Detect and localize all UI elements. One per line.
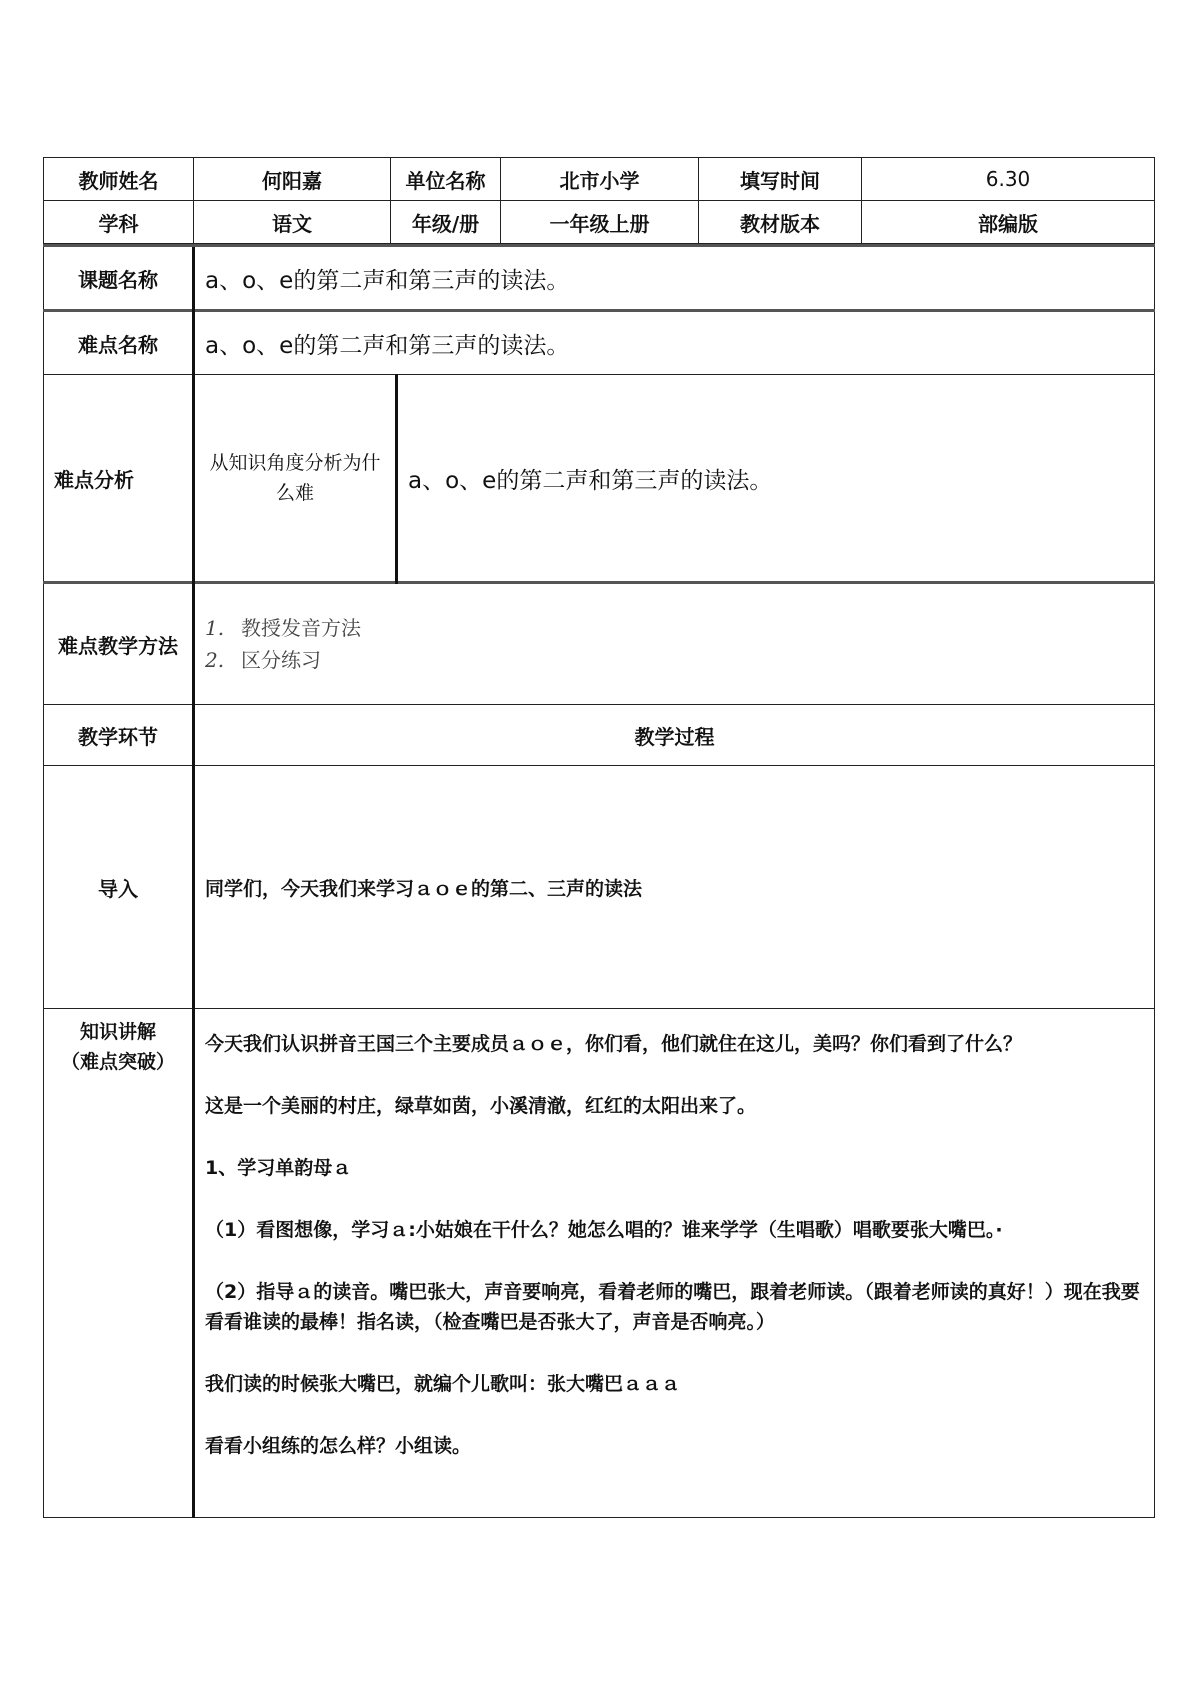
intro-text: 同学们，今天我们来学习ａｏｅ的第二、三声的读法 [194,766,1155,1009]
topic-row [44,246,1155,311]
method-list [195,612,1154,676]
analysis-sub-label: 从知识角度分析为什么难 [209,452,381,504]
list-item [205,612,1154,644]
method-row [44,583,1155,705]
knowledge-content [194,1009,1155,1518]
teacher-name-value: 何阳嘉 [194,158,391,201]
subject-value: 语文 [194,201,391,244]
process-label: 教学过程 [194,705,1155,766]
header-row-1 [44,158,1155,201]
topic-value: a、o、e的第二声和第三声的读法。 [194,246,1155,311]
lesson-plan-document [43,157,1154,1518]
method-content [194,583,1155,705]
difficulty-row [44,311,1155,375]
knowledge-row [44,1009,1155,1518]
knowledge-paragraph: （1）看图想像，学习ａ:小姑娘在干什么？她怎么唱的？谁来学学（生唱歌）唱歌要张大嘴巴。· [205,1219,1003,1241]
knowledge-label-line1: 知识讲解 [79,1021,156,1043]
knowledge-paragraph: 今天我们认识拼音王国三个主要成员ａｏｅ，你们看，他们就住在这儿，美吗？你们看到了什么？ [205,1033,1023,1055]
difficulty-label: 难点名称 [44,311,194,375]
unit-label: 单位名称 [391,158,501,201]
list-item [205,644,1154,676]
intro-label: 导入 [44,766,194,1009]
unit-value: 北市小学 [501,158,699,201]
knowledge-label [44,1009,194,1518]
teacher-name-label: 教师姓名 [44,158,194,201]
stage-label: 教学环节 [44,705,194,766]
method-item-text: 教授发音方法 [241,616,361,640]
method-item-text: 区分练习 [241,648,321,672]
edition-label: 教材版本 [699,201,862,244]
analysis-label: 难点分析 [44,375,194,583]
date-value: 6.30 [862,158,1155,201]
process-header-row [44,705,1155,766]
intro-row [44,766,1155,1009]
edition-value: 部编版 [862,201,1155,244]
knowledge-paragraph: （2）指导ａ的读音。嘴巴张大，声音要响亮，看着老师的嘴巴，跟着老师读。（跟着老师读的真好！）现在我要看看谁读的最棒！指名读，（检查嘴巴是否张大了，声音是否响亮。） [205,1281,1140,1333]
subject-label: 学科 [44,201,194,244]
method-label: 难点教学方法 [44,583,194,705]
method-item-number: 1. [205,616,225,640]
knowledge-label-line2: （难点突破） [60,1051,175,1073]
header-row-2 [44,201,1155,244]
knowledge-paragraph: 看看小组练的怎么样？小组读。 [205,1435,472,1457]
date-label: 填写时间 [699,158,862,201]
topic-label: 课题名称 [44,246,194,311]
analysis-sub-label-cell [194,375,397,583]
lesson-body-table [43,244,1155,1518]
grade-label: 年级/册 [391,201,501,244]
analysis-row [44,375,1155,583]
header-info-table [43,157,1155,244]
knowledge-paragraph: 1、学习单韵母ａ [205,1157,352,1179]
grade-value: 一年级上册 [501,201,699,244]
method-item-number: 2. [205,648,225,672]
knowledge-paragraph: 我们读的时候张大嘴巴，就编个儿歌叫：张大嘴巴ａａａ [205,1373,681,1395]
knowledge-paragraph: 这是一个美丽的村庄，绿草如茵，小溪清澈，红红的太阳出来了。 [205,1095,757,1117]
difficulty-value: a、o、e的第二声和第三声的读法。 [194,311,1155,375]
analysis-value: a、o、e的第二声和第三声的读法。 [397,375,1155,583]
